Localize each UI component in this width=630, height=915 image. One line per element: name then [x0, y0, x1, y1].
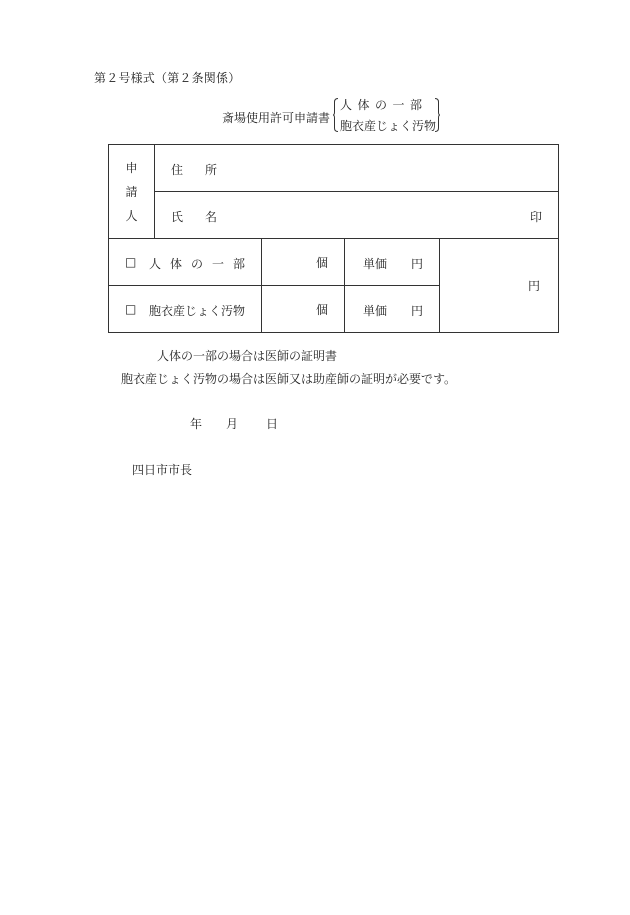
count-placenta[interactable]	[262, 286, 345, 333]
item-placenta-label: 胞衣産じょく汚物	[149, 304, 246, 318]
price-unit: 円	[411, 257, 424, 271]
total-amount[interactable]	[440, 239, 559, 333]
addressee: 四日市市長	[132, 463, 193, 477]
item-body-part[interactable]	[109, 239, 262, 286]
checkbox-body-part[interactable]: □	[125, 255, 137, 269]
applicant-label	[109, 145, 155, 239]
right-brace-icon	[435, 98, 440, 132]
price-placenta[interactable]	[345, 286, 440, 333]
applicant-label-char: 請	[125, 184, 138, 199]
count-unit: 個	[315, 302, 328, 317]
title-main: 斎場使用許可申請書	[222, 111, 331, 125]
title-option-placenta: 胞衣産じょく汚物	[340, 119, 437, 133]
total-unit: 円	[527, 279, 540, 293]
name-label: 氏名	[171, 210, 240, 224]
price-label: 単価	[363, 304, 388, 318]
address-label: 住所	[171, 163, 240, 177]
count-unit: 個	[315, 255, 328, 270]
title-option-body-part: 人体の一部	[340, 98, 428, 112]
applicant-label-char: 申	[125, 160, 138, 175]
name-field[interactable]	[155, 192, 559, 239]
left-brace-icon	[333, 98, 338, 132]
note-body-part: 人体の一部の場合は医師の証明書	[157, 349, 338, 363]
price-label: 単価	[363, 257, 388, 271]
date-year: 年	[190, 417, 203, 431]
application-table	[108, 144, 559, 333]
date-line	[190, 415, 278, 432]
seal-mark: 印	[529, 210, 542, 224]
price-body-part[interactable]	[345, 239, 440, 286]
date-day: 日	[266, 417, 279, 431]
address-field[interactable]	[155, 145, 559, 192]
count-body-part[interactable]	[262, 239, 345, 286]
note-placenta: 胞衣産じょく汚物の場合は医師又は助産師の証明が必要です。	[121, 372, 457, 386]
checkbox-placenta[interactable]: □	[125, 302, 137, 316]
form-number: 第２号様式（第２条関係）	[94, 71, 241, 85]
item-body-part-label: 人体の一部	[149, 257, 255, 271]
price-unit: 円	[411, 304, 424, 318]
date-month: 月	[226, 417, 239, 431]
item-placenta[interactable]	[109, 286, 262, 333]
applicant-label-char: 人	[125, 208, 138, 223]
